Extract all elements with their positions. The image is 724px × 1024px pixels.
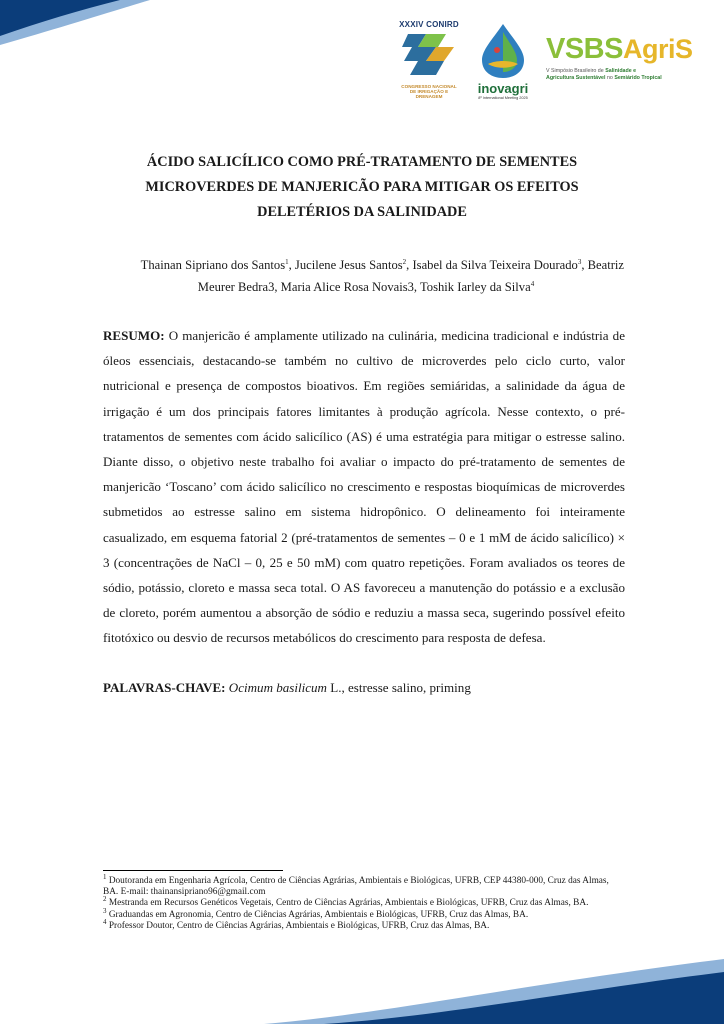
abstract-label: RESUMO: (103, 328, 165, 343)
keywords-label: PALAVRAS-CHAVE: (103, 680, 226, 695)
author-2-affil: 2 (402, 257, 407, 266)
vsbs-sub-b3: Semiárido Tropical (614, 75, 662, 81)
water-drop-icon (470, 22, 536, 80)
conird-logo (396, 20, 462, 110)
footnote-3-num: 3 (103, 906, 107, 915)
keywords (103, 678, 625, 698)
footnotes (103, 872, 625, 932)
vsbs-logo-title-b: AgriS (622, 34, 693, 64)
author-1: Thainan Sipriano dos Santos (140, 258, 286, 272)
abstract (103, 323, 625, 651)
keywords-species: Ocimum basilicum (228, 680, 327, 695)
author-last-affil: 4 (530, 279, 535, 288)
inovagri-logo-name: inovagri (477, 81, 529, 96)
conird-logo-title: XXXIV CONIRD (399, 20, 459, 29)
footnote-3 (103, 906, 625, 921)
vsbs-sub-2: no (605, 75, 615, 81)
footnote-2-num: 2 (103, 895, 107, 904)
vsbs-sub-b1: Salinidade e (605, 68, 637, 74)
author-3: , Isabel da Silva Teixeira Dourado (406, 258, 578, 272)
author-line-2 (100, 276, 624, 298)
vsbs-sub-b2: Agricultura Sustentável (546, 75, 606, 81)
vsbs-logo-title-a: VSBS (546, 33, 623, 65)
footnote-1-num: 1 (103, 872, 107, 881)
conird-logo-sub2: DE IRRIGAÇÃO E DRENAGEM (409, 89, 449, 99)
top-left-wave-decoration (0, 0, 170, 60)
vsbs-logo-title (546, 34, 696, 64)
footnote-2-text: Mestranda em Recursos Genéticos Vegetais, Centro de Ciências Agrárias, Ambientais e Biológicas, UFRB, Cruz das Almas, BA. (106, 898, 589, 909)
bottom-right-wave-decoration (264, 954, 724, 1024)
author-3-affil: 3 (577, 257, 582, 266)
inovagri-logo-sub: 8º International Meeting 2025 (478, 96, 528, 100)
vsbs-logo-subtitle (546, 68, 696, 82)
author-2: , Jucilene Jesus Santos (288, 258, 403, 272)
footnote-4-text: Professor Doutor, Centro de Ciências Agrárias, Ambientais e Biológicas, UFRB, Cruz das Almas, BA. (106, 920, 490, 931)
event-logos (396, 14, 696, 114)
footnote-4 (103, 917, 625, 932)
footnote-3-text: Graduandas em Agronomia, Centro de Ciências Agrárias, Ambientais e Biológicas, UFRB, Cruz das Almas, BA. (106, 909, 529, 920)
vsbs-sub-1: V Simpósio Brasileiro de (546, 68, 606, 74)
conird-emblem-icon (396, 29, 462, 79)
author-line-2-text: Meurer Bedra3, Maria Alice Rosa Novais3, Toshik Iarley da Silva (197, 280, 531, 294)
conird-logo-sub1: CONGRESSO NACIONAL (401, 84, 457, 89)
paper-title: ÁCIDO SALICÍLICO COMO PRÉ-TRATAMENTO DE SEMENTES MICROVERDES DE MANJERICÃO PARA MITIGAR OS EFEITOS DELETÉRIOS DA SALINIDADE (145, 154, 579, 220)
footnote-2 (103, 895, 625, 909)
vsbs-agris-logo (546, 34, 696, 104)
abstract-text: O manjericão é amplamente utilizado na culinária, medicina tradicional e indústria de óleos essenciais, destacando-se também no cultivo de microverdes pelo ciclo curto, valor nutricional e presença de compostos bioativos. Em regiões semiáridas, a salinidade da água de irrigação é um dos principais fatores limitantes à produção agrícola. Nesse contexto, o pré-tratamentos de sementes com ácido salicílico (AS) é uma estratégia para mitigar o estresse salino. Diante disso, o objetivo neste trabalho foi avaliar o impacto do pré-tratamento de sementes de manjericão ‘Toscano’ com ácido salicílico no crescimento e respostas bioquímicas de microverdes submetidos ao estresse salino em sistema hidropônico. O delineamento foi inteiramente casualizado, em esquema fatorial 2 (pré-tratamentos de sementes – 0 e 1 mM de ácido salicílico) × 3 (concentrações de NaCl – 0, 25 e 50 mM) com quatro repetições. Foram avaliados os teores de sódio, potássio, cloreto e massa seca total. O AS favoreceu a manutenção do potássio e a exclusão de cloreto, porém aumentou a absorção de sódio e reduziu a massa seca, sugerindo possível efeito fitotóxico ou desvio de recursos metabólicos do crescimento para resposta de defesa. (103, 328, 625, 646)
keywords-rest: L., estresse salino, priming (326, 680, 471, 695)
inovagri-logo (470, 22, 536, 112)
author-list (100, 254, 624, 298)
footnote-1-text: Doutoranda em Engenharia Agrícola, Centro de Ciências Agrárias, Ambientais e Biológicas, UFRB, CEP 44380-000, Cruz das Almas, BA. E-mail: thainansipriano96@gmail.com (103, 876, 609, 898)
author-1-affil: 1 (285, 257, 289, 266)
footnote-4-num: 4 (103, 917, 107, 926)
author-4-first: , Beatriz (581, 258, 624, 272)
footnote-divider (103, 870, 283, 871)
footnote-1 (103, 872, 625, 898)
